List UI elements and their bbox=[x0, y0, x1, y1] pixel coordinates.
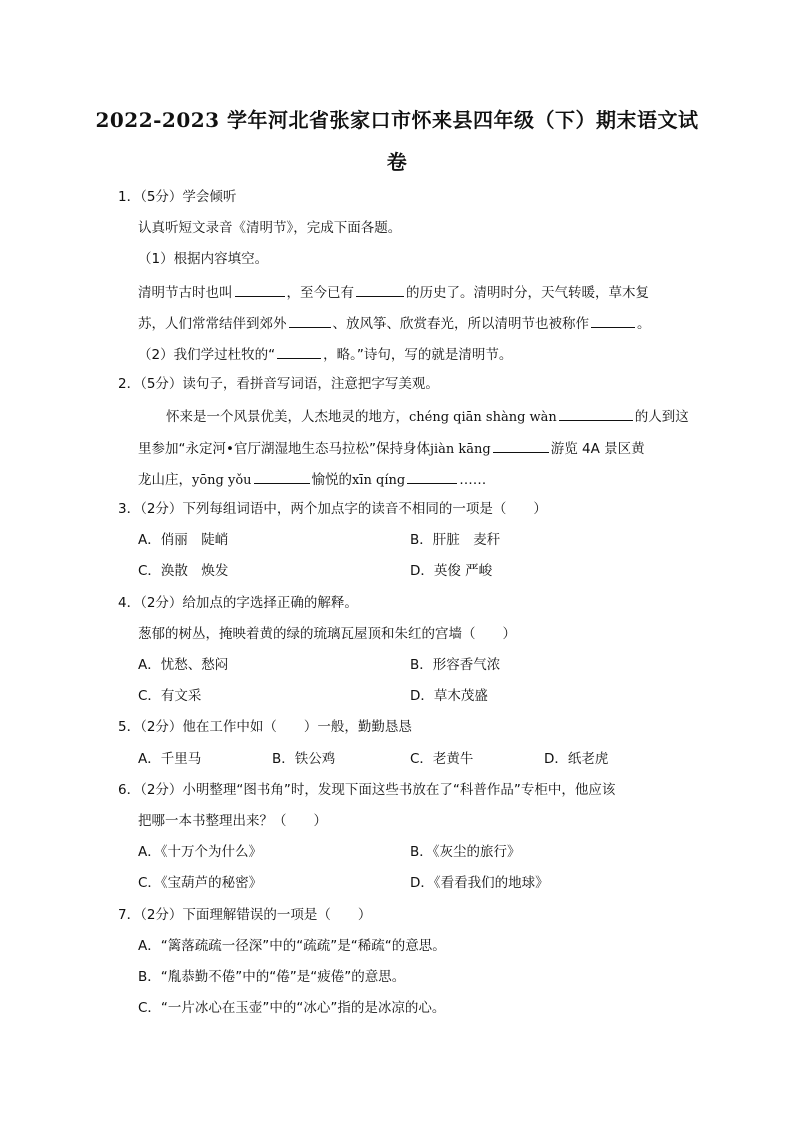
q1-sub2a: （2）我们学过杜牧的“ bbox=[138, 347, 276, 363]
q3-option-c[interactable]: C．涣散 焕发 bbox=[138, 563, 229, 579]
q2-l2a: 里参加“永定河•官厅湖湿地生态马拉松”保持身体 bbox=[138, 441, 430, 457]
q6-option-d[interactable]: D．《看看我们的地球》 bbox=[410, 875, 549, 891]
q4-option-c[interactable]: C．有文采 bbox=[138, 688, 202, 704]
q2-l1a: 怀来是一个风景优美，人杰地灵的地方， bbox=[166, 409, 409, 425]
q4-option-a[interactable]: A．忧愁、愁闷 bbox=[138, 657, 229, 673]
pinyin-3: yōng yǒu bbox=[192, 473, 252, 488]
answer-blank[interactable] bbox=[289, 313, 331, 328]
pinyin-1: chéng qiān shàng wàn bbox=[409, 410, 557, 425]
q2-line-2 bbox=[138, 438, 645, 459]
q2-l3b: 愉悦的 bbox=[311, 472, 353, 488]
q1-p2c: 。 bbox=[637, 316, 651, 332]
q3-header: 3．（2分）下列每组词语中，两个加点字的读音不相同的一项是（ ） bbox=[118, 501, 547, 517]
q1-header: 1．（5分）学会倾听 bbox=[118, 189, 237, 205]
q1-intro: 认真听短文录音《清明节》，完成下面各题。 bbox=[138, 220, 402, 236]
q3-option-d[interactable]: D．英俊 严峻 bbox=[410, 563, 493, 579]
q2-l3c: …… bbox=[459, 472, 487, 488]
pinyin-2: jiàn kāng bbox=[429, 442, 491, 457]
answer-blank[interactable] bbox=[254, 469, 310, 484]
pinyin-4: xīn qíng bbox=[352, 473, 406, 488]
q3-option-a[interactable]: A．俏丽 陡峭 bbox=[138, 532, 229, 548]
q5-option-a[interactable]: A．千里马 bbox=[138, 751, 202, 767]
answer-blank[interactable] bbox=[235, 282, 285, 297]
q5-option-d[interactable]: D．纸老虎 bbox=[544, 751, 609, 767]
q2-l1b: 的人到这 bbox=[634, 409, 689, 425]
answer-blank[interactable] bbox=[407, 469, 457, 484]
answer-blank[interactable] bbox=[277, 344, 321, 359]
title-line-2: 卷 bbox=[386, 150, 408, 174]
q5-header: 5．（2分）他在工作中如（ ）一般，勤勤恳恳 bbox=[118, 719, 412, 735]
q1-sub1: （1）根据内容填空。 bbox=[138, 251, 269, 267]
q7-option-c[interactable]: C．“一片冰心在玉壶”中的“冰心”指的是冰凉的心。 bbox=[138, 1000, 446, 1016]
q6-header: 6．（2分）小明整理“图书角”时，发现下面这些书放在了“科普作品”专柜中，他应该 bbox=[118, 782, 616, 798]
q1-para-line-1 bbox=[138, 282, 649, 302]
q1-sub2 bbox=[138, 344, 512, 364]
q6-option-c[interactable]: C．《宝葫芦的秘密》 bbox=[138, 875, 263, 891]
q3-option-b[interactable]: B．肝脏 麦秆 bbox=[410, 532, 501, 548]
q5-option-b[interactable]: B．铁公鸡 bbox=[272, 751, 336, 767]
q6-option-b[interactable]: B．《灰尘的旅行》 bbox=[410, 844, 521, 860]
q5-option-c[interactable]: C．老黄牛 bbox=[410, 751, 474, 767]
q2-line-3 bbox=[138, 469, 486, 490]
answer-blank[interactable] bbox=[356, 282, 404, 297]
q1-sub2b: ，略。”诗句，写的就是清明节。 bbox=[323, 347, 513, 363]
answer-blank[interactable] bbox=[493, 438, 549, 453]
q4-sentence: 葱郁的树丛，掩映着黄的绿的琉璃瓦屋顶和朱红的宫墙（ ） bbox=[138, 626, 516, 642]
q7-option-b[interactable]: B．“胤恭勤不倦”中的“倦”是“疲倦”的意思。 bbox=[138, 969, 406, 985]
q1-p2b: 、放风筝、欣赏春光，所以清明节也被称作 bbox=[332, 316, 589, 332]
q4-option-d[interactable]: D．草木茂盛 bbox=[410, 688, 488, 704]
q2-l3a: 龙山庄， bbox=[138, 472, 192, 488]
q4-option-b[interactable]: B．形容香气浓 bbox=[410, 657, 501, 673]
q4-header: 4．（2分）给加点的字选择正确的解释。 bbox=[118, 595, 358, 611]
answer-blank[interactable] bbox=[559, 406, 633, 421]
q6-option-a[interactable]: A．《十万个为什么》 bbox=[138, 844, 262, 860]
q2-l2b: 游览 4A 景区黄 bbox=[550, 441, 645, 457]
q6-header-cont: 把哪一本书整理出来？（ ） bbox=[138, 813, 327, 829]
q7-header: 7．（2分）下面理解错误的一项是（ ） bbox=[118, 907, 372, 923]
q1-p1b: ，至今已有 bbox=[286, 285, 354, 301]
q1-p1a: 清明节古时也叫 bbox=[138, 285, 233, 301]
q7-option-a[interactable]: A．“篱落疏疏一径深”中的“疏疏”是“稀疏“的意思。 bbox=[138, 938, 446, 954]
q2-header: 2．（5分）读句子，看拼音写词语，注意把字写美观。 bbox=[118, 376, 439, 392]
q2-line-1 bbox=[166, 406, 689, 427]
title-line-1: 2022-2023 学年河北省张家口市怀来县四年级（下）期末语文试 bbox=[95, 108, 699, 132]
q1-para-line-2 bbox=[138, 313, 651, 333]
q1-p1c: 的历史了。清明时分，天气转暖，草木复 bbox=[406, 285, 649, 301]
answer-blank[interactable] bbox=[591, 313, 635, 328]
q1-p2a: 苏，人们常常结伴到郊外 bbox=[138, 316, 287, 332]
